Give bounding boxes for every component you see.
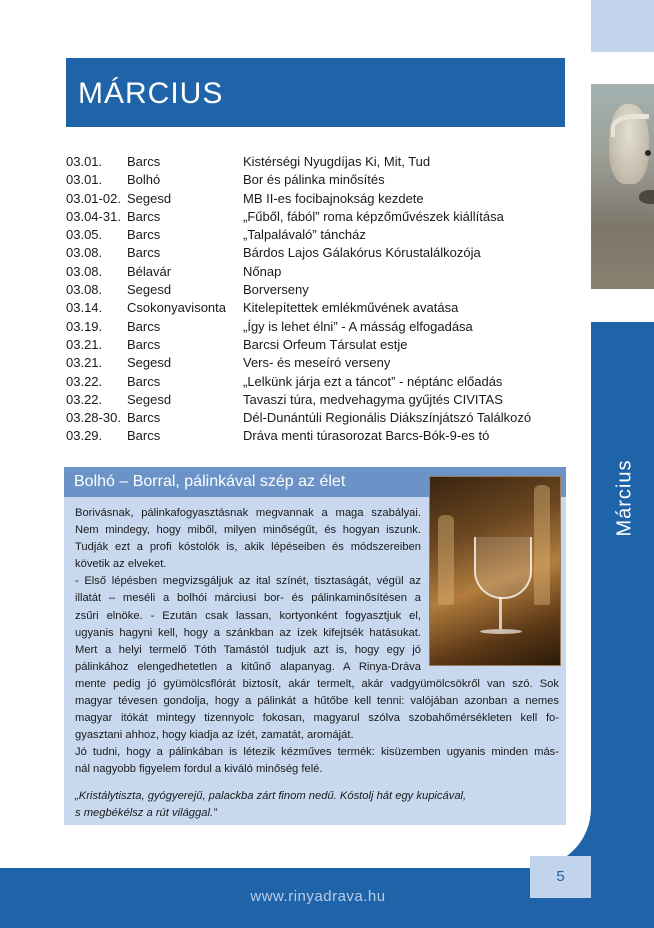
article-line: nál nagyobb figyelem fordul a kiváló minőség felé. [75,763,323,776]
event-row [66,263,566,281]
event-place: Barcs [127,154,161,169]
event-date: 03.14. [66,300,103,316]
event-date: 03.22. [66,391,103,407]
event-place: Barcs [127,373,161,389]
event-date: 03.01. [66,172,103,188]
footer-url[interactable]: www.rinyadrava.hu [250,888,386,905]
event-title: MB II-es focibajnokság kezdete [243,190,424,206]
event-row [66,226,566,244]
event-date: 03.29. [66,428,103,444]
event-title: Borverseny [243,282,309,298]
event-date: 03.08. [66,245,103,261]
event-date: 03.08. [66,282,103,298]
event-place: Segesd [127,355,172,371]
event-row [66,153,566,171]
event-title: Kistérségi Nyugdíjas Ki, Mit, Tud [243,154,431,169]
quote-line: „Kristálytiszta, gyógyerejű, palackba zárt finom nedű. Kóstolj hát egy kupicával, [75,789,467,802]
event-date: 03.01-02. [66,190,121,206]
cow-eye [645,150,651,156]
article-line: magyar itókát mintegy tizennyolc fokosan, magyarul szólva szobahőmérsékleten kell fo- [75,712,559,725]
event-title: Kitelepítettek emlékművének avatása [243,300,459,316]
event-row [66,373,566,391]
event-place: Barcs [127,227,161,243]
event-place: Barcs [127,318,161,334]
cow-nose [639,190,654,204]
event-title: „Talpalávaló” táncház [243,227,366,243]
article-title: Bolhó – Borral, pálinkával szép az élet [74,473,346,490]
event-place: Barcs [127,336,161,352]
event-place: Segesd [127,391,172,407]
event-place: Bolhó [127,172,161,188]
event-title: „Így is lehet élni” - A másság elfogadása [243,318,473,334]
right-spacer [591,52,654,84]
event-place: Csokonyavisonta [127,300,226,316]
event-row [66,318,566,336]
event-date: 03.28-30. [66,410,121,426]
event-row [66,299,566,317]
right-top-band [591,0,654,52]
article-body [75,505,559,822]
article-line: - Első lépésben megvizsgáljuk az ital színét, tisztaságát, végül az [75,575,421,588]
event-title: Dráva menti túrasorozat Barcs-Bók-9-es tó [243,428,490,444]
event-place: Bélavár [127,263,172,279]
right-spacer-2 [591,289,654,322]
event-place: Segesd [127,190,172,206]
cow-head [609,104,649,184]
event-title: Nőnap [243,263,282,279]
article-line: Mert a helyi termelő Tóth Tamástól tudjuk azt is, hogy egy jó [75,643,421,656]
event-date: 03.01. [66,154,103,169]
event-place: Barcs [127,410,161,426]
article-line: ugyanis hagyni kell, hogy a szánkban az ízek kifejtsék hatásukat. [75,626,421,639]
event-date: 03.22. [66,373,103,389]
page-number-box [530,856,591,898]
article-box [64,467,566,825]
event-row [66,336,566,354]
event-row [66,391,566,409]
quote-line: s megbékélsz a rút világgal.” [75,806,217,819]
event-row [66,281,566,299]
event-date: 03.19. [66,318,103,334]
event-title: „Lelkünk járja ezt a táncot” - néptánc előadás [243,373,503,389]
event-date: 03.21. [66,355,103,371]
cow-horn [611,114,649,137]
cow-photo [591,84,654,289]
article-line: mente pedig jó gyümölcsflórát biztosít, akár termelt, akár vadgyümölcsökről van szó. Sok [75,677,559,690]
event-date: 03.04-31. [66,208,121,224]
event-title: Bor és pálinka minősítés [243,172,385,188]
title-bar [66,58,565,127]
event-place: Segesd [127,282,172,298]
article-line: zsűri elnöke. - Ezután csak lassan, kortyonként fogyasztjuk el, [75,609,421,622]
article-line: pálinkához elengedhetetlen a kitűnő alapanyag. A Rinya-Dráva [75,660,421,673]
event-place: Barcs [127,208,161,224]
event-place: Barcs [127,245,161,261]
event-title: Vers- és meseíró verseny [243,355,391,371]
event-row [66,427,566,445]
event-date: 03.08. [66,263,103,279]
event-row [66,208,566,226]
article-line: Jó tudni, hogy a pálinkában is létezik kézműves termék: kisüzemben ugyanis minden más- [75,746,559,759]
event-title: „Fűből, fából” roma képzőművészek kiállítása [243,208,504,224]
event-date: 03.05. [66,227,103,243]
article-line: illatát – meséli a bolhói márciusi bor- és pálinkaminősítésen a [75,592,421,605]
article-line: magyar tévesen gondolja, hogy a pálinkát a hűtőbe kell tenni: valójában azonban a nemes [75,695,559,708]
page-title: MÁRCIUS [78,77,224,110]
side-tab-label: Március [613,459,636,537]
article-line: Tudják ezt a profi kóstolók is, akik lépéseiben és módszereiben [75,541,421,554]
article-line: követik az elveket. [75,558,167,571]
event-title: Barcsi Orfeum Társulat estje [243,336,408,352]
event-row [66,190,566,208]
event-title: Dél-Dunántúli Regionális Diákszínjátszó Találkozó [243,410,532,426]
event-title: Tavaszi túra, medvehagyma gyűjtés CIVITAS [243,391,503,407]
side-tab [591,322,654,868]
event-row [66,409,566,427]
event-place: Barcs [127,428,161,444]
article-line: gyasztani ahhoz, hogy kiadja az ízét, zamatát, aromáját. [75,729,354,742]
event-row [66,244,566,262]
event-title: Bárdos Lajos Gálakórus Kórustalálkozója [243,245,481,261]
event-date: 03.21. [66,336,103,352]
article-quote [75,788,559,822]
page-number: 5 [556,868,565,885]
article-line: Nem mindegy, hogy miből, milyen minőségűt, és hogyan iszunk. [75,524,421,537]
right-column [591,0,654,868]
events-list [66,153,566,446]
event-row [66,354,566,372]
article-line: Borivásnak, pálinkafogyasztásnak megvannak a maga szabályai. [75,507,421,519]
event-row [66,171,566,189]
